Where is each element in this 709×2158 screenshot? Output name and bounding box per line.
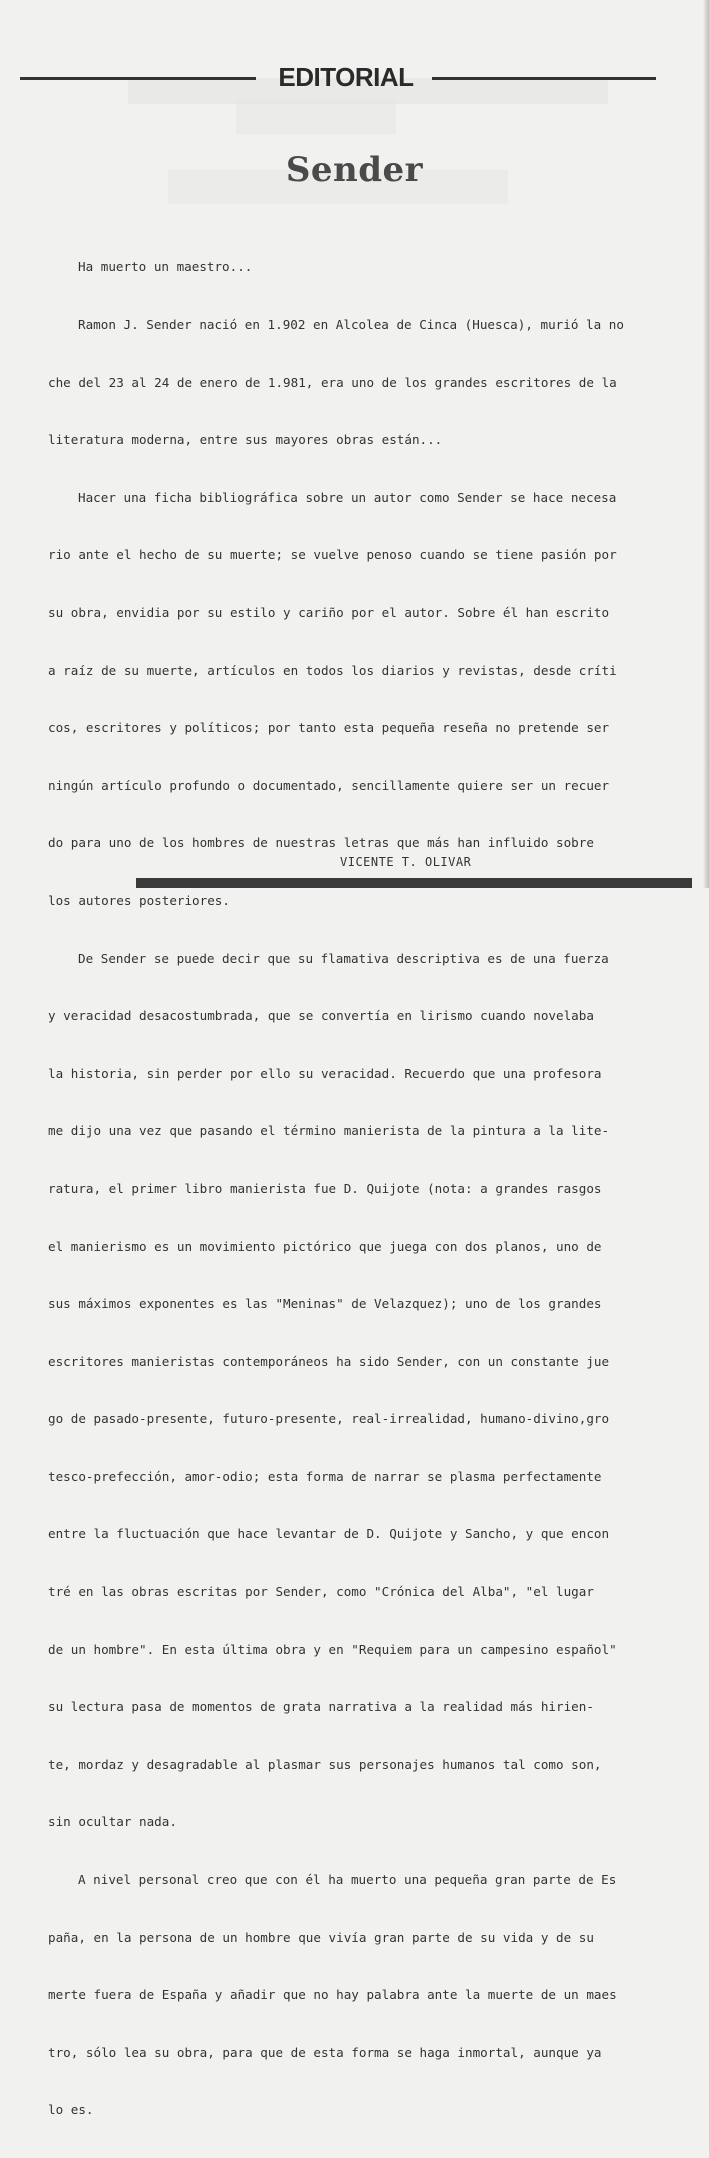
text-line: Ha muerto un maestro... xyxy=(78,259,253,275)
text-line: la historia, sin perder por ello su veracidad. Recuerdo que una profesora xyxy=(48,1065,602,1081)
text-line: te, mordaz y desagradable al plasmar sus personajes humanos tal como son, xyxy=(48,1756,602,1772)
text-line: ratura, el primer libro manierista fue D. Quijote (nota: a grandes rasgos xyxy=(48,1180,602,1196)
text-line: tré en las obras escritas por Sender, como "Crónica del Alba", "el lugar xyxy=(48,1584,594,1600)
text-line: escritores manieristas contemporáneos ha sido Sender, con un constante jue xyxy=(48,1353,610,1369)
page-edge-shadow xyxy=(703,0,709,888)
bleed-through-block-2 xyxy=(236,100,396,134)
text-line: ningún artículo profundo o documentado, sencillamente quiere ser un recuer xyxy=(48,777,610,793)
text-line: A nivel personal creo que con él ha muerto una pequeña gran parte de Es xyxy=(78,1872,617,1888)
text-line: Hacer una ficha bibliográfica sobre un autor como Sender se hace necesa xyxy=(78,489,617,505)
article-body xyxy=(48,219,678,2158)
text-line: do para uno de los hombres de nuestras letras que más han influido sobre xyxy=(48,835,594,851)
text-line: lo es. xyxy=(48,2102,94,2118)
text-line: che del 23 al 24 de enero de 1.981, era uno de los grandes escritores de la xyxy=(48,374,617,390)
text-line: rio ante el hecho de su muerte; se vuelve penoso cuando se tiene pasión por xyxy=(48,547,617,563)
text-line: los autores posteriores. xyxy=(48,892,230,908)
text-line: de un hombre". En esta última obra y en "Requiem para un campesino español" xyxy=(48,1641,617,1657)
text-line: el manierismo es un movimiento pictórico que juega con dos planos, uno de xyxy=(48,1238,602,1254)
text-line: literatura moderna, entre sus mayores obras están... xyxy=(48,432,443,448)
header-rule-right xyxy=(432,77,656,80)
author-signature: VICENTE T. OLIVAR xyxy=(340,855,472,869)
text-line: tro, sólo lea su obra, para que de esta forma se haga inmortal, aunque ya xyxy=(48,2044,602,2060)
text-line: tesco-prefección, amor-odio; esta forma de narrar se plasma perfectamente xyxy=(48,1468,602,1484)
text-line: Ramon J. Sender nació en 1.902 en Alcolea de Cinca (Huesca), murió la no xyxy=(78,317,624,332)
text-line: paña, en la persona de un hombre que vivía gran parte de su vida y de su xyxy=(48,1929,594,1945)
text-line: entre la fluctuación que hace levantar de D. Quijote y Sancho, y que encon xyxy=(48,1526,610,1542)
section-header xyxy=(20,62,656,94)
text-line: y veracidad desacostumbrada, que se convertía en lirismo cuando novelaba xyxy=(48,1008,594,1024)
text-line: a raíz de su muerte, artículos en todos los diarios y revistas, desde críti xyxy=(48,662,617,678)
text-line: sus máximos exponentes es las "Meninas" de Velazquez); uno de los grandes xyxy=(48,1296,602,1312)
text-line: su obra, envidia por su estilo y cariño por el autor. Sobre él han escrito xyxy=(48,604,610,620)
article-title: Sender xyxy=(285,150,424,190)
text-line: su lectura pasa de momentos de grata narrativa a la realidad más hirien- xyxy=(48,1699,594,1715)
text-line: me dijo una vez que pasando el término manierista de la pintura a la lite- xyxy=(48,1123,610,1139)
section-label: EDITORIAL xyxy=(278,62,414,92)
text-line: merte fuera de España y añadir que no hay palabra ante la muerte de un maes xyxy=(48,1987,617,2003)
bottom-border-bar xyxy=(136,878,692,888)
text-line: De Sender se puede decir que su flamativa descriptiva es de una fuerza xyxy=(78,950,609,966)
text-line: sin ocultar nada. xyxy=(48,1814,177,1830)
text-line: go de pasado-presente, futuro-presente, real-irrealidad, humano-divino,gro xyxy=(48,1411,610,1427)
text-line: cos, escritores y políticos; por tanto esta pequeña reseña no pretende ser xyxy=(48,720,610,736)
header-rule-left xyxy=(20,77,256,80)
